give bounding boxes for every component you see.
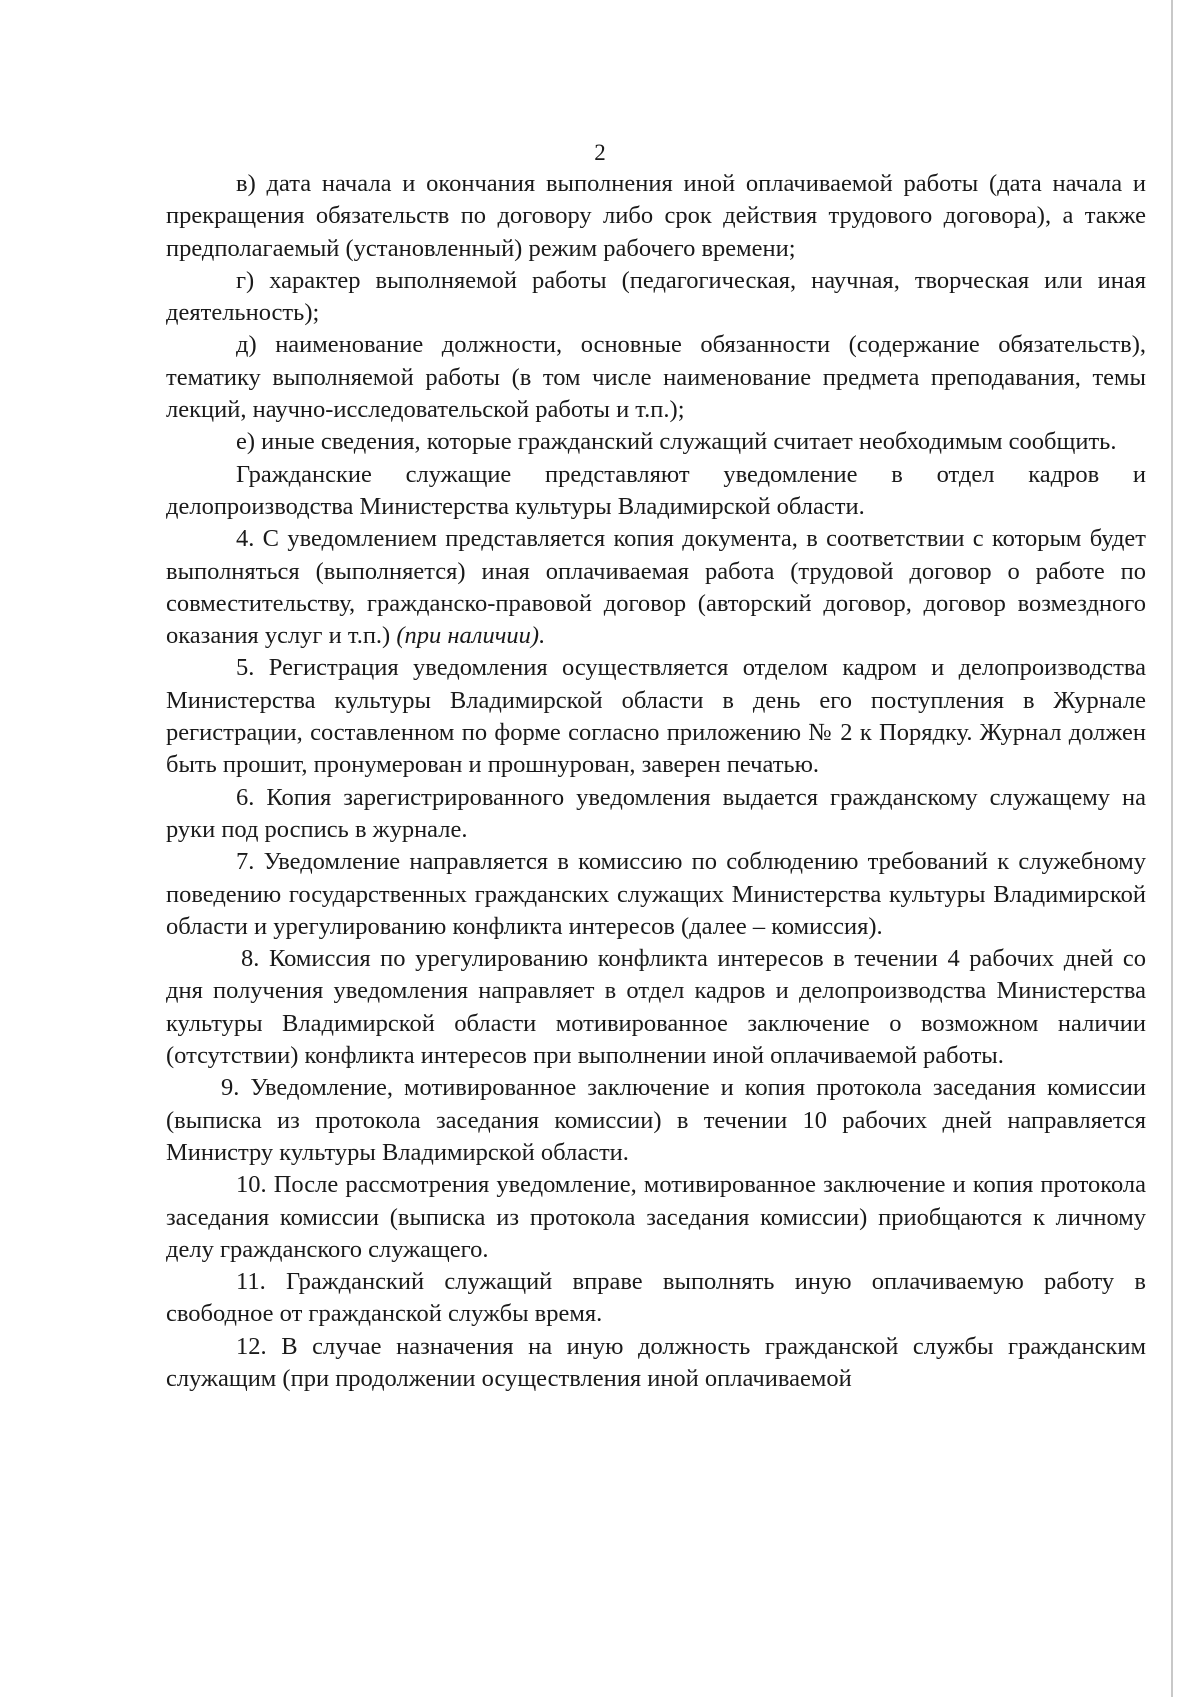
paragraph-submission: Гражданские служащие представляют уведомление в отдел кадров и делопроизводства Министерства культуры Владимирской области. [166,460,1146,520]
paragraph-e: е) иные сведения, которые гражданский служащий считает необходимым сообщить. [236,428,1117,456]
paragraph-item-11: 11. Гражданский служащий вправе выполнять иную оплачиваемую работу в свободное от гражданской службы время. [166,1268,1146,1328]
paragraph-item-8: 8. Комиссия по урегулированию конфликта интересов в течении 4 рабочих дней со дня получения уведомления направляет в отдел кадров и делопроизводства Министерства культуры Владимирской области мотивированное заключение о возможном наличии (отсутствии) конфликта интересов при выполнении иной оплачиваемой работы. [166,945,1146,1070]
page-edge-line [1171,0,1173,1697]
paragraph-item-4 [166,523,1146,652]
paragraph-item-4-text: 4. С уведомлением представляется копия документа, в соответствии с которым будет выполняться (выполняется) иная оплачиваемая работа (трудовой договор о работе по совместительству, гражданско-правовой договор (авторский договор, договор возмездного оказания услуг и т.п.) [166,525,1146,650]
page-number: 2 [594,140,606,165]
paragraph-item-4-italic: (при наличии). [396,622,546,650]
paragraph-item-12: 12. В случае назначения на иную должность гражданской службы гражданским служащим (при продолжении осуществления иной оплачиваемой [166,1332,1146,1392]
paragraph-v: в) дата начала и окончания выполнения иной оплачиваемой работы (дата начала и прекращения обязательств по договору либо срок действия трудового договора), а также предполагаемый (установленный) режим рабочего времени; [166,170,1146,262]
paragraph-item-10: 10. После рассмотрения уведомление, мотивированное заключение и копия протокола заседания комиссии (выписка из протокола заседания комиссии) приобщаются к личному делу гражданского служащего. [166,1171,1146,1263]
paragraph-item-7: 7. Уведомление направляется в комиссию по соблюдению требований к служебному поведению государственных гражданских служащих Министерства культуры Владимирской области и урегулированию конфликта интересов (далее – комиссия). [166,848,1146,940]
document-body [166,168,1146,1395]
paragraph-d: д) наименование должности, основные обязанности (содержание обязательств), тематику выполняемой работы (в том числе наименование предмета преподавания, темы лекций, научно-исследовательской работы и т.п.); [166,331,1146,424]
paragraph-g: г) характер выполняемой работы (педагогическая, научная, творческая или иная деятельность); [166,266,1146,327]
paragraph-item-6: 6. Копия зарегистрированного уведомления выдается гражданскому служащему на руки под роспись в журнале. [166,783,1146,843]
paragraph-item-9: 9. Уведомление, мотивированное заключение и копия протокола заседания комиссии (выписка из протокола заседания комиссии) в течении 10 рабочих дней направляется Министру культуры Владимирской области. [166,1074,1146,1166]
paragraph-item-5: 5. Регистрация уведомления осуществляется отделом кадром и делопроизводства Министерства культуры Владимирской области в день его поступления в Журнале регистрации, составленном по форме согласно приложению № 2 к Порядку. Журнал должен быть прошит, пронумерован и прошнурован, заверен печатью. [166,654,1146,779]
